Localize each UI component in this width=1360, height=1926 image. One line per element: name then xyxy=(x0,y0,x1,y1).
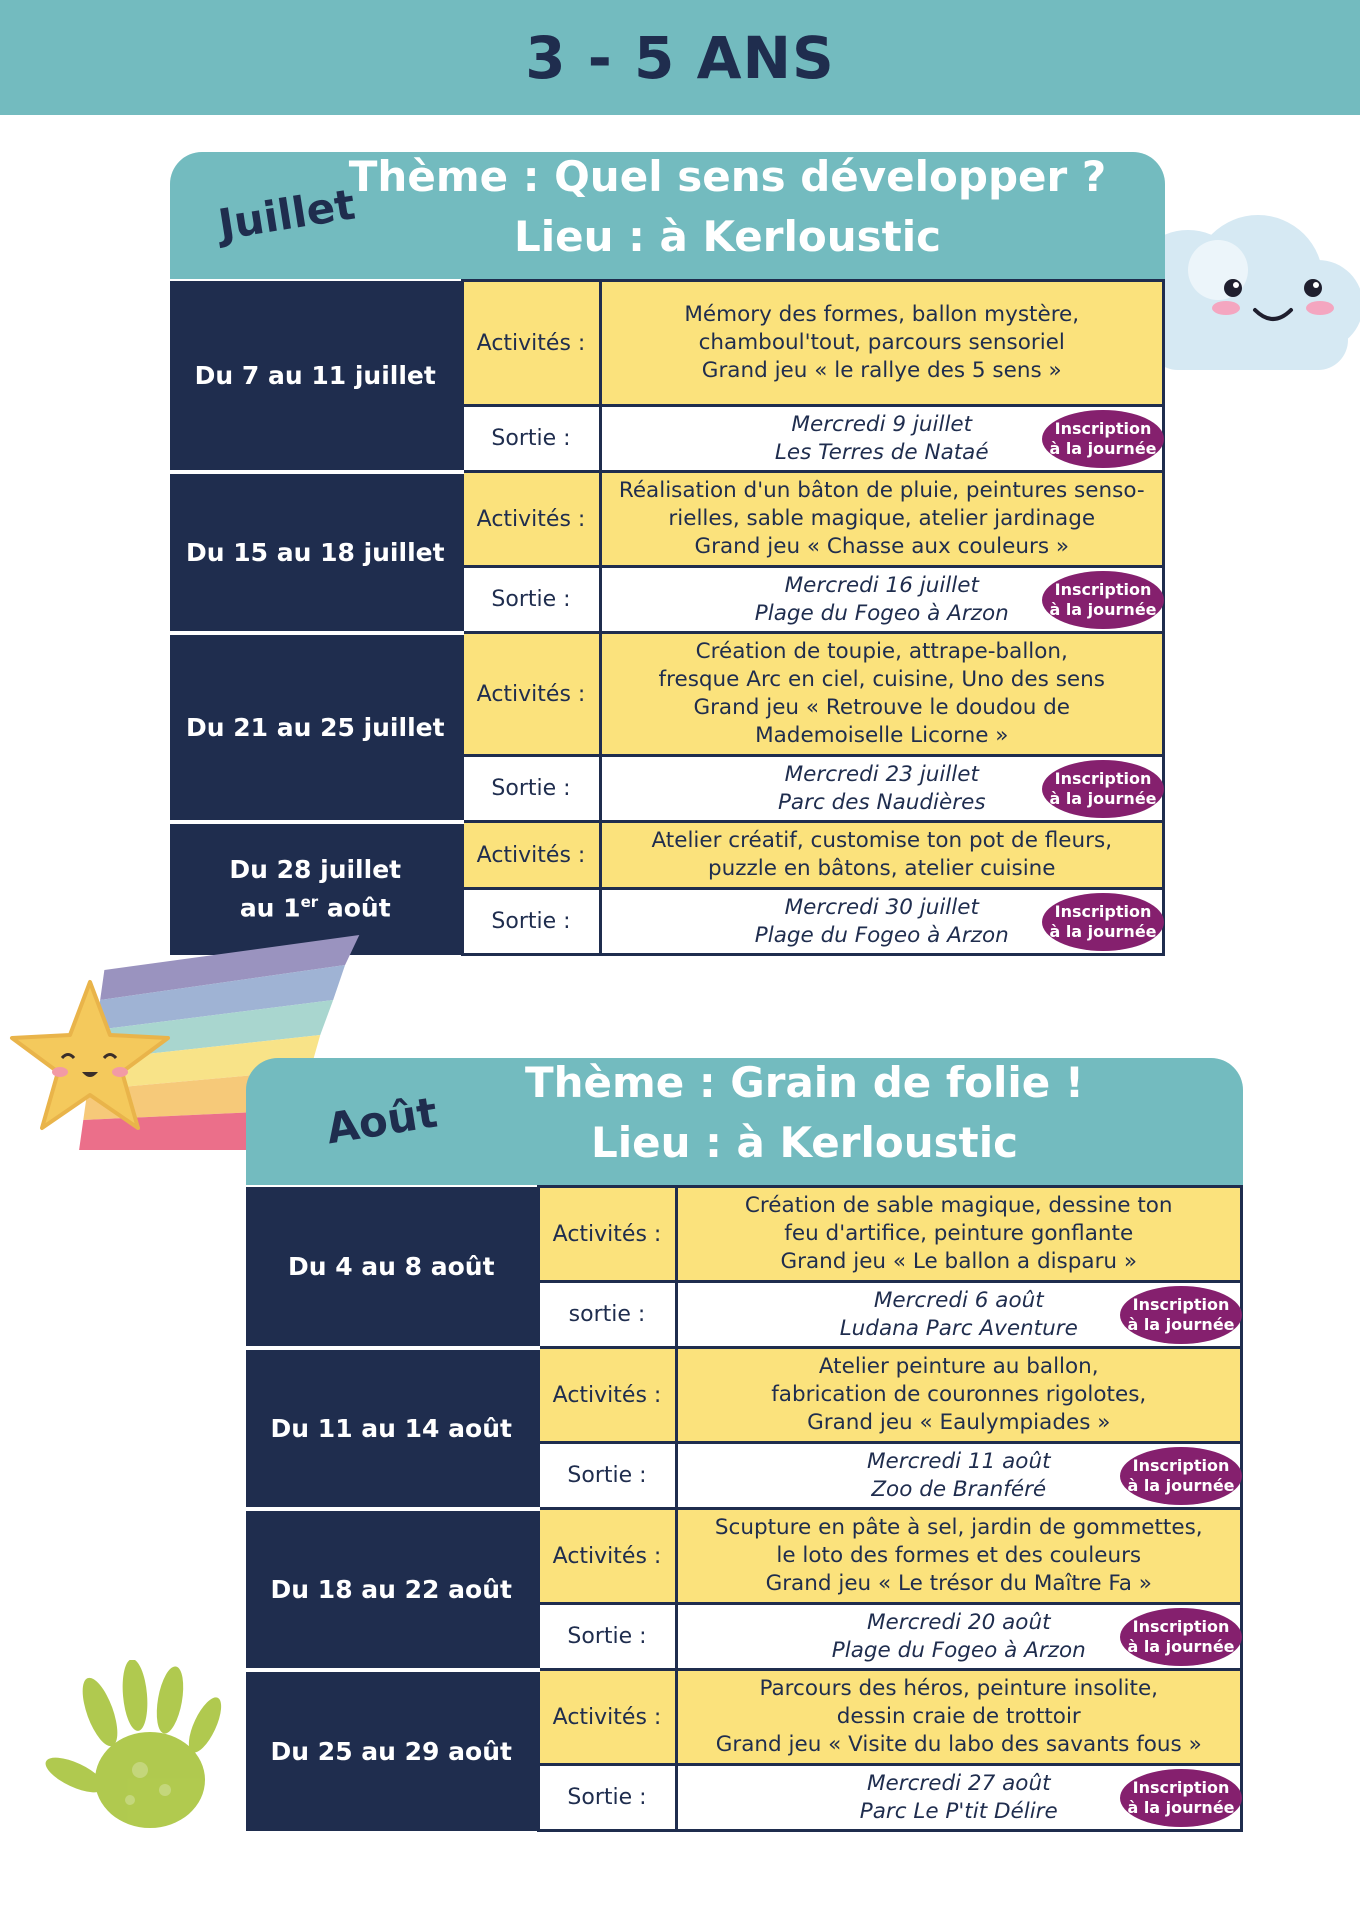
activity-line: Grand jeu « Le trésor du Maître Fa » xyxy=(765,1571,1152,1596)
outing-label: Sortie : xyxy=(462,889,600,955)
table-row xyxy=(170,472,1164,567)
activity-line: Création de toupie, attrape-ballon, xyxy=(695,639,1068,664)
badge-line: à la journée xyxy=(1049,921,1157,941)
outing-cell xyxy=(676,1765,1242,1831)
activities-cell xyxy=(600,822,1164,889)
badge-line: à la journée xyxy=(1127,1314,1235,1334)
table-row xyxy=(170,822,1164,889)
badge-line: Inscription xyxy=(1054,768,1152,788)
outing-place: Plage du Fogeo à Arzon xyxy=(754,922,1009,948)
activity-line: chamboul'tout, parcours sensoriel xyxy=(698,330,1065,355)
registration-badge xyxy=(1042,571,1164,629)
august-header xyxy=(246,1058,1243,1185)
activities-cell xyxy=(600,472,1164,567)
activity-line: Grand jeu « Le ballon a disparu » xyxy=(780,1249,1138,1274)
outing-cell xyxy=(600,756,1164,822)
week-date: Du 11 au 14 août xyxy=(246,1348,538,1509)
outing-date: Mercredi 30 juillet xyxy=(784,894,979,920)
august-schedule-table xyxy=(246,1185,1243,1832)
registration-badge xyxy=(1120,1608,1242,1666)
activity-line: fresque Arc en ciel, cuisine, Uno des sens xyxy=(658,667,1105,692)
activities-label: Activités : xyxy=(462,822,600,889)
activities-label: Activités : xyxy=(462,472,600,567)
table-row xyxy=(246,1509,1242,1604)
outing-label: Sortie : xyxy=(462,756,600,822)
outing-label: Sortie : xyxy=(538,1604,676,1670)
outing-date: Mercredi 6 août xyxy=(873,1287,1044,1313)
activity-line: Grand jeu « Chasse aux couleurs » xyxy=(694,534,1070,559)
activities-cell xyxy=(600,281,1164,406)
table-row xyxy=(170,633,1164,756)
activities-cell xyxy=(676,1509,1242,1604)
activity-line: Création de sable magique, dessine ton xyxy=(744,1193,1173,1218)
outing-cell xyxy=(676,1443,1242,1509)
outing-place: Parc Le P'tit Délire xyxy=(859,1798,1058,1824)
july-schedule-table xyxy=(170,279,1165,956)
activities-cell xyxy=(676,1187,1242,1282)
activity-line: rielles, sable magique, atelier jardinage xyxy=(668,506,1096,531)
table-row xyxy=(246,1348,1242,1443)
outing-date: Mercredi 23 juillet xyxy=(784,761,979,787)
july-section xyxy=(170,152,1165,956)
badge-line: à la journée xyxy=(1049,438,1157,458)
july-header xyxy=(170,152,1165,279)
table-row xyxy=(246,1670,1242,1765)
activity-line: Mémory des formes, ballon mystère, xyxy=(684,302,1080,327)
table-row xyxy=(170,281,1164,406)
green-handprint-illustration xyxy=(40,1660,240,1850)
table-row xyxy=(246,1187,1242,1282)
activity-line: Atelier peinture au ballon, xyxy=(818,1354,1099,1379)
activity-line: Scupture en pâte à sel, jardin de gommettes, xyxy=(714,1515,1203,1540)
location-title: Lieu : à Kerloustic xyxy=(513,212,942,261)
outing-date: Mercredi 9 juillet xyxy=(791,411,973,437)
outing-cell xyxy=(676,1604,1242,1670)
registration-badge xyxy=(1042,760,1164,818)
week-date-line1: Du 28 juillet xyxy=(229,855,402,885)
activities-label: Activités : xyxy=(538,1509,676,1604)
badge-line: Inscription xyxy=(1054,418,1152,438)
page-header xyxy=(0,0,1360,115)
activity-line: Grand jeu « Visite du labo des savants fous » xyxy=(715,1732,1202,1757)
outing-place: Zoo de Branféré xyxy=(871,1476,1047,1502)
badge-line: à la journée xyxy=(1127,1797,1235,1817)
outing-place: Parc des Naudières xyxy=(777,789,986,815)
registration-badge xyxy=(1120,1286,1242,1344)
cloud-eye-right xyxy=(1304,279,1322,297)
outing-label: sortie : xyxy=(538,1282,676,1348)
activity-line: dessin craie de trottoir xyxy=(836,1704,1081,1729)
date-text: août xyxy=(318,893,391,923)
week-date-line2 xyxy=(170,886,461,924)
activity-line: Grand jeu « Retrouve le doudou de xyxy=(693,695,1071,720)
badge-line: Inscription xyxy=(1132,1455,1230,1475)
registration-badge xyxy=(1042,410,1164,468)
activity-line: Réalisation d'un bâton de pluie, peintures senso- xyxy=(618,478,1145,503)
badge-line: à la journée xyxy=(1127,1636,1235,1656)
activity-line: Atelier créatif, customise ton pot de fleurs, xyxy=(651,828,1113,853)
activities-label: Activités : xyxy=(462,633,600,756)
outing-label: Sortie : xyxy=(462,406,600,472)
outing-place: Ludana Parc Aventure xyxy=(839,1315,1078,1341)
activities-label: Activités : xyxy=(538,1670,676,1765)
outing-label: Sortie : xyxy=(538,1765,676,1831)
theme-title: Thème : Grain de folie ! xyxy=(524,1058,1085,1107)
outing-cell xyxy=(600,567,1164,633)
outing-date: Mercredi 20 août xyxy=(866,1609,1051,1635)
page-title: 3 - 5 ANS xyxy=(525,23,835,92)
registration-badge xyxy=(1042,893,1164,951)
badge-line: à la journée xyxy=(1049,788,1157,808)
activity-line: Grand jeu « le rallye des 5 sens » xyxy=(701,358,1062,383)
theme-title: Thème : Quel sens développer ? xyxy=(348,152,1107,201)
week-date: Du 4 au 8 août xyxy=(246,1187,538,1348)
badge-line: Inscription xyxy=(1132,1777,1230,1797)
activity-line: le loto des formes et des couleurs xyxy=(776,1543,1142,1568)
activity-line: Grand jeu « Eaulympiades » xyxy=(807,1410,1111,1435)
activities-cell xyxy=(676,1670,1242,1765)
badge-line: Inscription xyxy=(1132,1616,1230,1636)
activity-line: Parcours des héros, peinture insolite, xyxy=(759,1676,1159,1701)
month-label: Juillet xyxy=(215,179,359,250)
week-date: Du 15 au 18 juillet xyxy=(170,472,462,633)
outing-cell xyxy=(600,406,1164,472)
badge-line: Inscription xyxy=(1054,579,1152,599)
registration-badge xyxy=(1120,1769,1242,1827)
week-date: Du 25 au 29 août xyxy=(246,1670,538,1831)
outing-cell xyxy=(600,889,1164,955)
badge-line: à la journée xyxy=(1049,599,1157,619)
badge-line: Inscription xyxy=(1132,1294,1230,1314)
week-date: Du 18 au 22 août xyxy=(246,1509,538,1670)
outing-date: Mercredi 11 août xyxy=(866,1448,1051,1474)
badge-line: à la journée xyxy=(1127,1475,1235,1495)
outing-label: Sortie : xyxy=(462,567,600,633)
activities-label: Activités : xyxy=(538,1348,676,1443)
activities-label: Activités : xyxy=(462,281,600,406)
outing-cell xyxy=(676,1282,1242,1348)
activity-line: puzzle en bâtons, atelier cuisine xyxy=(707,856,1056,881)
activities-cell xyxy=(676,1348,1242,1443)
outing-date: Mercredi 27 août xyxy=(866,1770,1051,1796)
activity-line: Mademoiselle Licorne » xyxy=(755,723,1009,748)
month-label: Août xyxy=(322,1087,441,1154)
outing-label: Sortie : xyxy=(538,1443,676,1509)
date-text: au 1 xyxy=(239,893,301,923)
registration-badge xyxy=(1120,1447,1242,1505)
activities-cell xyxy=(600,633,1164,756)
outing-place: Plage du Fogeo à Arzon xyxy=(754,600,1009,626)
outing-place: Plage du Fogeo à Arzon xyxy=(831,1637,1086,1663)
activity-line: feu d'artifice, peinture gonflante xyxy=(784,1221,1134,1246)
august-section xyxy=(246,1058,1243,1832)
activity-line: fabrication de couronnes rigolotes, xyxy=(771,1382,1147,1407)
activities-label: Activités : xyxy=(538,1187,676,1282)
badge-line: Inscription xyxy=(1054,901,1152,921)
outing-date: Mercredi 16 juillet xyxy=(784,572,979,598)
cloud-eye-left xyxy=(1224,279,1242,297)
location-title: Lieu : à Kerloustic xyxy=(590,1118,1019,1167)
week-date: Du 7 au 11 juillet xyxy=(170,281,462,472)
week-date: Du 21 au 25 juillet xyxy=(170,633,462,822)
outing-place: Les Terres de Nataé xyxy=(774,439,989,465)
date-superscript: er xyxy=(300,893,319,912)
